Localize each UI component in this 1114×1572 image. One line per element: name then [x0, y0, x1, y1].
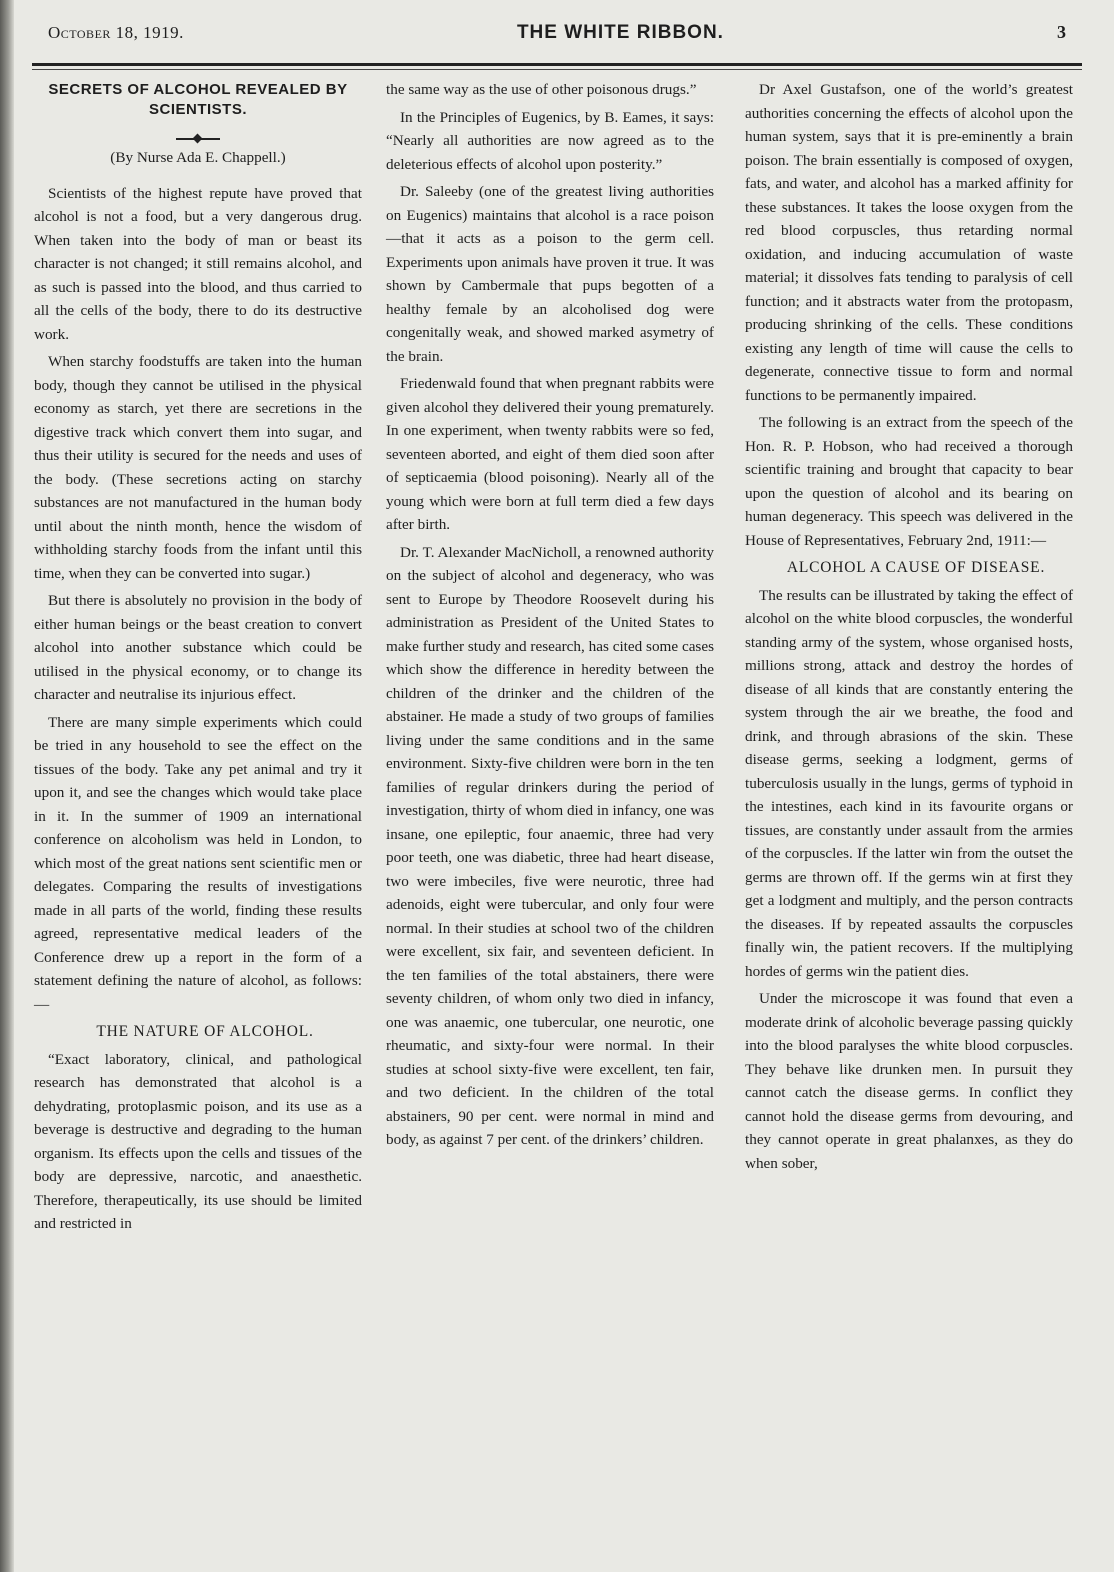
column-2 — [386, 78, 714, 1156]
paragraph: In the Principles of Eugenics, by B. Eames, it says: “Nearly all authorities are now agreed as to the deleterious effects of alcohol upon posterity.” — [386, 108, 714, 173]
paragraph: the same way as the use of other poisonous drugs.” — [386, 81, 697, 98]
title-ornament — [34, 126, 362, 136]
paragraph: Dr Axel Gustafson, one of the world’s greatest authorities concerning the effects of alcohol upon the human system, says that it is pre-eminently a brain poison. The brain essentially is composed of oxygen, fats, and water, and alcohol has a marked affinity for these substances. It takes the loose oxygen from the red blood corpuscles, thus retarding normal oxidation, and inducing accumulation of waste material; it dissolves fats tending to paralysis of cell function; and it abstracts water from the protopasm, producing shrinking of the cells. These conditions existing any length of time will cause the cells to degenerate, connective tissue to form and normal functions to be permanently impaired. — [745, 81, 1073, 404]
section-heading: THE NATURE OF ALCOHOL. — [96, 1023, 314, 1040]
header-rule — [32, 63, 1082, 66]
paragraph: The results can be illustrated by taking the effect of alcohol on the white blood corpuscles, the wonderful standing army of the system, whose organised hosts, millions strong, attack and destroy the hordes of disease of all kinds that are constantly entering the system through the air we breathe, the food and drink, and through abrasions of the skin. These disease germs, seeking a lodgment, germs of tuberculosis usually in the lungs, germs of typhoid in the intestines, each kind in its favourite organs or tissues, are constantly under assault from the armies of the corpuscles. If the latter win from the outset the germs are thrown off. If the germs win at first they get a lodgment and multiply, and the person contracts the diseases. If by repeated assaults the corpuscles finally win, the patient recovers. If the multiplying hordes of germs win the patient dies. — [745, 586, 1073, 980]
paragraph: Dr. T. Alexander MacNicholl, a renowned authority on the subject of alcohol and degeneracy, who was sent to Europe by Theodore Roosevelt during his administration as President of the United States to make further study and research, has cited some cases which show the difference in heredity between the children of the drinker and the children of the abstainer. He made a study of two groups of families living under the same conditions and in the same environment. Sixty-five children were born in the ten families of regular drinkers during the period of investigation, thirty of whom died in infancy, one was insane, one epileptic, four anaemic, three had very poor teeth, one was diabetic, three had heart disease, two were imbeciles, five were neurotic, three had adenoids, eight were tubercular, and only four were normal. In their studies at school two of the children were excellent, six fair, and seventeen deficient. In the ten families of the total abstainers, there were seventy children, of whom only two died in infancy, one was anaemic, one tubercular, one neurotic, one rheumatic, and sixty-four were normal. In their studies at school sixty-five were excellent, ten fair, and two deficient. In the children of the total abstainers, 90 per cent. were normal in mind and body, as against 7 per cent. of the drinkers’ children. — [386, 543, 715, 1148]
newspaper-title: THE WHITE RIBBON. — [516, 22, 724, 43]
page-number: 3 — [1057, 22, 1066, 42]
article-title: SECRETS OF ALCOHOL REVEALED BY SCIENTISTS. — [48, 81, 348, 118]
paragraph: Dr. Saleeby (one of the greatest living authorities on Eugenics) maintains that alcohol is a race poison—that it acts as a poison to the germ cell. Experiments upon animals have proven it true. It was shown by Cambermale that pups begotten of a healthy female by an alcoholised dog were congenitally weak, and showed marked asymetry of the brain. — [386, 183, 714, 365]
paragraph: When starchy foodstuffs are taken into the human body, though they cannot be utilised in the physical economy as starch, yet there are secretions in the digestive track which convert them into sugar, and thus their utility is secured for the needs and uses of the body. (These secretions acting on starchy substances are not manufactured in the human body until about the ninth month, hence the wisdom of withholding starchy foods from the infant until this time, when they can be converted into sugar.) — [34, 353, 362, 582]
header-date: October 18, 1919. — [48, 23, 184, 42]
article-byline: (By Nurse Ada E. Chappell.) — [110, 149, 286, 166]
paragraph: Friedenwald found that when pregnant rabbits were given alcohol they delivered their young prematurely. In one experiment, when twenty rabbits were so fed, seventeen aborted, and eight of them died soon after of septicaemia (blood poisoning). Nearly all of the young which were born at full term died a few days after birth. — [386, 375, 714, 533]
section-heading: ALCOHOL A CAUSE OF DISEASE. — [786, 559, 1046, 576]
page-binding-edge — [0, 0, 14, 1572]
paragraph: Under the microscope it was found that even a moderate drink of alcoholic beverage passing quickly into the blood paralyses the white blood corpuscles. They behave like drunken men. In pursuit they cannot catch the disease germs. In conflict they cannot hold the disease germs from devouring, and they cannot operate in great phalanxes, as they do when sober, — [745, 990, 1073, 1172]
column-1 — [34, 76, 362, 1240]
page-header — [48, 22, 1066, 48]
paragraph: “Exact laboratory, clinical, and pathological research has demonstrated that alcohol is a dehydrating, protoplasmic poison, and its use as a beverage is destructive and degrading to the human organism. Its effects upon the cells and tissues of the body are depressive, narcotic, and anaesthetic. Therefore, therapeutically, its use should be limited and restricted in — [34, 1050, 362, 1232]
paragraph: Scientists of the highest repute have proved that alcohol is not a food, but a very dangerous drug. When taken into the body of man or beast its character is not changed; it still remains alcohol, and as such is passed into the blood, and thus carried to all the cells of the body, there to do its destructive work. — [34, 184, 362, 343]
paragraph: There are many simple experiments which could be tried in any household to see the effect on the tissues of the body. Take any pet animal and try it upon it, and see the changes which would take place in it. In the summer of 1909 an international conference on alcoholism was held in London, to which most of the great nations sent scientific men or delegates. Comparing the results of investigations made in all parts of the world, finding these results agreed, representative medical leaders of the Conference drew up a report in the form of a statement defining the nature of alcohol, as follows:— — [34, 713, 362, 1013]
column-3 — [745, 78, 1073, 1179]
paragraph: The following is an extract from the speech of the Hon. R. P. Hobson, who had received a thorough scientific training and brought that capacity to bear upon the question of alcohol and its bearing on human degeneracy. This speech was delivered in the House of Representatives, February 2nd, 1911:— — [745, 414, 1073, 549]
header-rule-thin — [32, 69, 1082, 70]
paragraph: But there is absolutely no provision in the body of either human beings or the beast creation to convert alcohol into another substance which could be utilised in the physical economy, or to change its character and neutralise its injurious effect. — [34, 592, 362, 703]
